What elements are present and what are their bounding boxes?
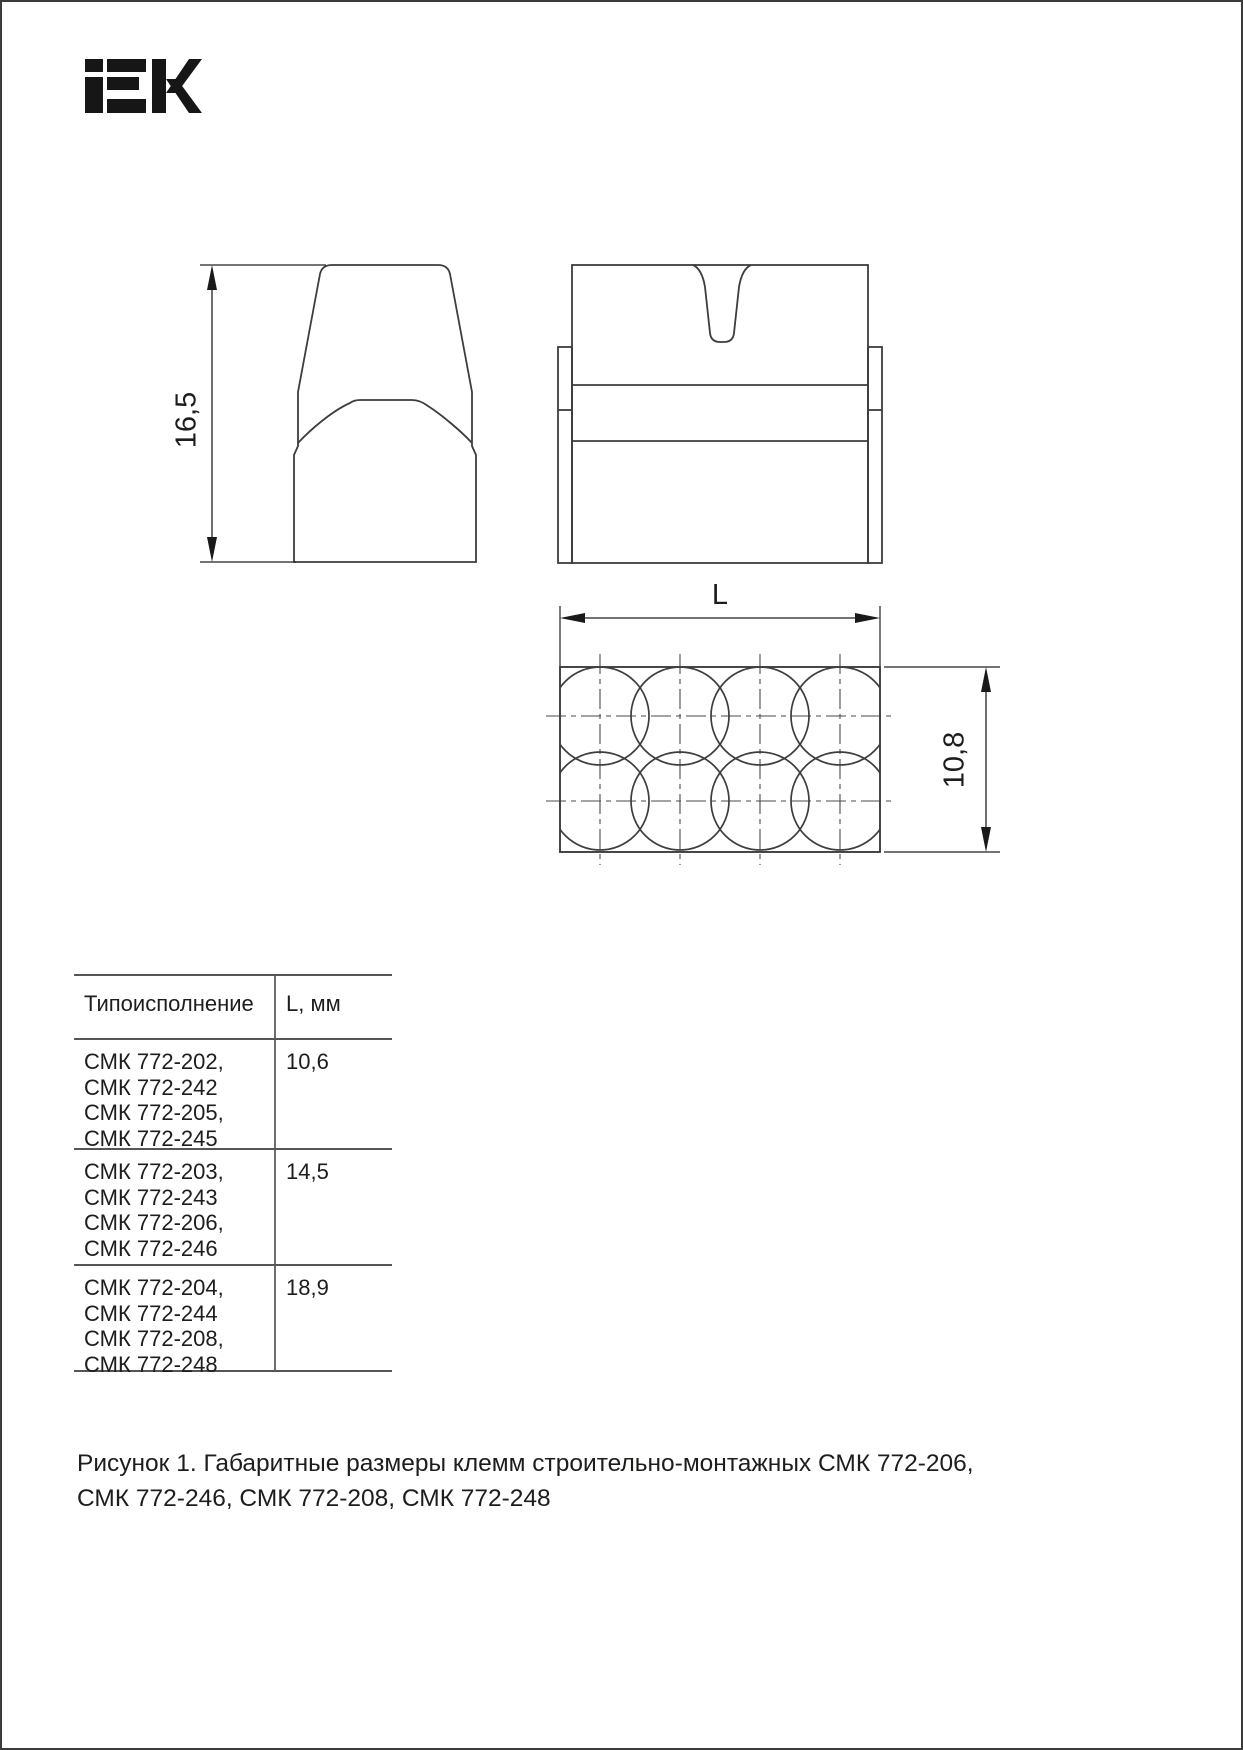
model-line: СМК 772-245: [84, 1125, 218, 1151]
arrow-right-icon: [855, 613, 880, 623]
side-view-inner-edge: [298, 400, 472, 443]
bottom-view-dimension-10-8: [884, 667, 1000, 852]
arrow-up-icon: [981, 667, 991, 692]
model-line: СМК 772-244: [84, 1300, 218, 1326]
model-line: СМК 772-204,: [84, 1275, 224, 1300]
table-row: [74, 1038, 392, 1151]
table-cell-l-value: 14,5: [274, 1150, 392, 1264]
table-row: [74, 1264, 392, 1377]
front-view-right-flange: [868, 347, 882, 563]
side-view-outline: [294, 265, 476, 562]
table-cell-models: [74, 1150, 274, 1264]
dim-label-height: 16,5: [170, 391, 203, 449]
bottom-view-drawing: [546, 579, 1000, 865]
arrow-up-icon: [207, 265, 217, 290]
front-view-body: [572, 265, 868, 563]
terminal-holes: [551, 667, 889, 850]
arrow-down-icon: [981, 827, 991, 852]
dim-label-depth: 10,8: [938, 731, 971, 789]
model-line: СМК 772-246: [84, 1235, 218, 1261]
table-header-l-mm: L, мм: [274, 976, 392, 1038]
table-cell-l-value: 10,6: [274, 1040, 392, 1148]
model-line: СМК 772-242: [84, 1074, 218, 1100]
caption-line-1: Рисунок 1. Габаритные размеры клемм строительно-монтажных СМК 772-206,: [77, 1450, 974, 1477]
bottom-view-dimension-L: [560, 579, 880, 666]
front-view-drawing: [558, 265, 882, 563]
technical-drawing: [2, 2, 1243, 902]
model-line: СМК 772-203,: [84, 1159, 224, 1184]
dimensions-table: [74, 974, 392, 1377]
arrow-down-icon: [207, 537, 217, 562]
table-cell-l-value: 18,9: [274, 1266, 392, 1370]
model-line: СМК 772-202,: [84, 1049, 224, 1074]
dim-label-length: L: [711, 579, 729, 611]
front-view-left-flange: [558, 347, 572, 563]
model-line: СМК 772-243: [84, 1184, 218, 1210]
table-cell-models: [74, 1040, 274, 1151]
figure-caption: [77, 1446, 1037, 1516]
table-header-row: [74, 974, 392, 1038]
table-header-type: Типоисполнение: [84, 991, 254, 1016]
side-view-dimension-16-5: [171, 265, 326, 562]
model-line: СМК 772-248: [84, 1351, 218, 1377]
center-lines: [546, 654, 894, 865]
table-row: [74, 1148, 392, 1264]
table-cell-models: [74, 1266, 274, 1377]
model-line: СМК 772-206,: [84, 1210, 224, 1235]
caption-line-2: СМК 772-246, СМК 772-208, СМК 772-248: [77, 1485, 551, 1512]
side-view-drawing: [294, 265, 476, 562]
model-line: СМК 772-208,: [84, 1326, 224, 1351]
bottom-view-outline: [560, 667, 880, 852]
arrow-left-icon: [560, 613, 585, 623]
model-line: СМК 772-205,: [84, 1100, 224, 1125]
